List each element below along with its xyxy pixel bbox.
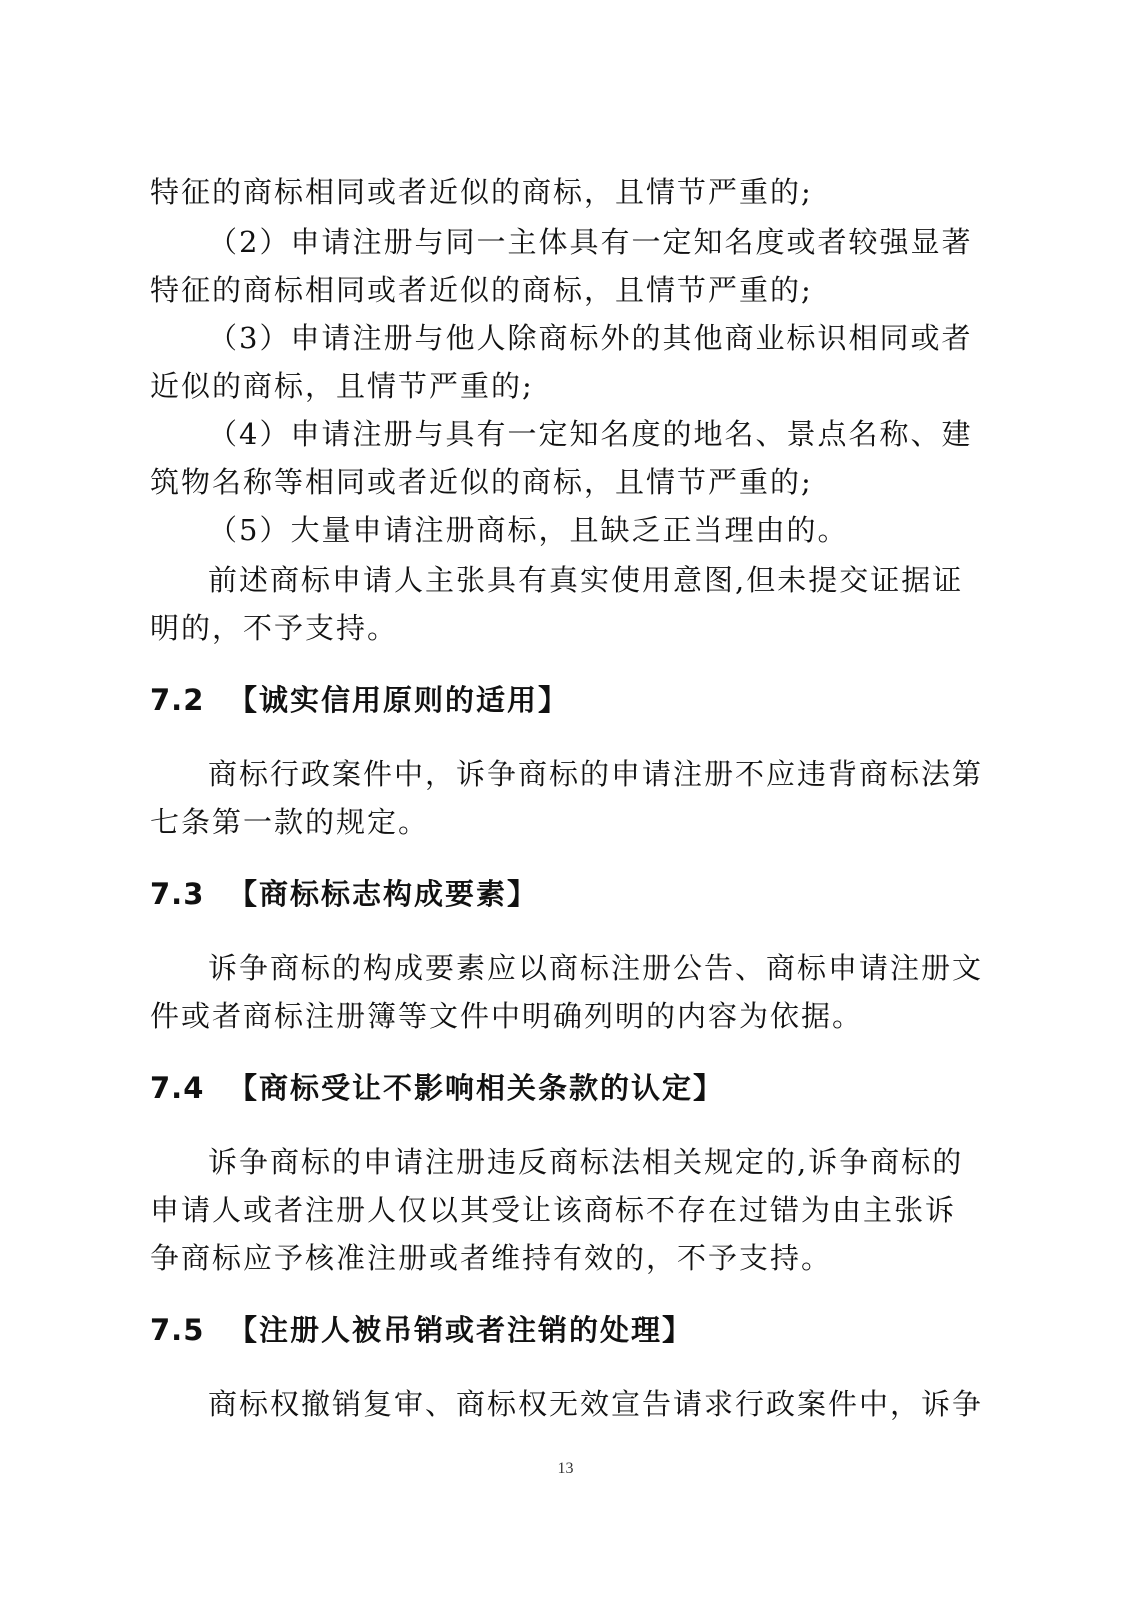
section-heading-7-2 [150, 678, 569, 719]
section-paragraph-line: 诉争商标的申请注册违反商标法相关规定的,诉争商标的 [208, 1145, 964, 1179]
section-title: 【诚实信用原则的适用】 [228, 683, 570, 717]
section-paragraph-line: 商标权撤销复审、商标权无效宣告请求行政案件中，诉争 [208, 1387, 984, 1421]
section-paragraph-line: 争商标应予核准注册或者维持有效的，不予支持。 [150, 1241, 833, 1275]
list-item-4-line: （4）申请注册与具有一定知名度的地名、景点名称、建 [208, 417, 973, 451]
note-paragraph-line: 前述商标申请人主张具有真实使用意图,但未提交证据证 [208, 563, 964, 597]
section-title: 【注册人被吊销或者注销的处理】 [228, 1313, 694, 1347]
list-item-4-line: 筑物名称等相同或者近似的商标，且情节严重的; [150, 465, 813, 499]
section-number: 7.2 [150, 683, 205, 717]
list-item-2-line: 特征的商标相同或者近似的商标，且情节严重的; [150, 273, 813, 307]
list-item-3-line: 近似的商标，且情节严重的; [150, 369, 534, 403]
note-paragraph-line: 明的，不予支持。 [150, 611, 399, 645]
section-number: 7.4 [150, 1071, 205, 1105]
section-paragraph-line: 商标行政案件中，诉争商标的申请注册不应违背商标法第 [208, 757, 984, 791]
list-item-2-line: （2）申请注册与同一主体具有一定知名度或者较强显著 [208, 225, 973, 259]
section-paragraph-line: 申请人或者注册人仅以其受让该商标不存在过错为由主张诉 [150, 1193, 957, 1227]
page-number: 13 [557, 1460, 574, 1477]
list-item-5-line: （5）大量申请注册商标，且缺乏正当理由的。 [208, 513, 849, 547]
section-heading-7-5 [150, 1308, 693, 1349]
section-paragraph-line: 七条第一款的规定。 [150, 805, 430, 839]
section-heading-7-3 [150, 872, 538, 913]
paragraph-line: 特征的商标相同或者近似的商标，且情节严重的; [150, 175, 813, 209]
section-paragraph-line: 件或者商标注册簿等文件中明确列明的内容为依据。 [150, 999, 864, 1033]
list-item-3-line: （3）申请注册与他人除商标外的其他商业标识相同或者 [208, 321, 973, 355]
section-title: 【商标标志构成要素】 [228, 877, 539, 911]
section-number: 7.3 [150, 877, 205, 911]
section-number: 7.5 [150, 1313, 205, 1347]
section-heading-7-4 [150, 1066, 724, 1107]
section-paragraph-line: 诉争商标的构成要素应以商标注册公告、商标申请注册文 [208, 951, 984, 985]
section-title: 【商标受让不影响相关条款的认定】 [228, 1071, 725, 1105]
